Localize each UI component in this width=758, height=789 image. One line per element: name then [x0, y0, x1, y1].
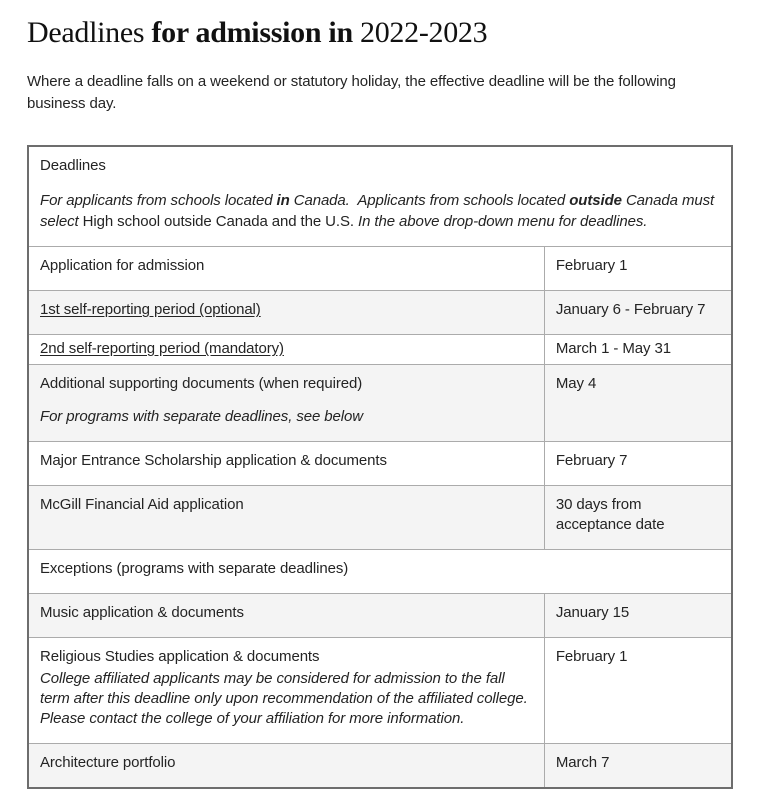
deadlines-table [27, 145, 733, 789]
note-seg-1: For applicants from schools located [40, 192, 277, 209]
row-date-cell [544, 247, 732, 291]
row-label: Application for admission [40, 257, 205, 274]
table-header-row [28, 146, 732, 247]
table-row [28, 247, 732, 291]
row-value: January 15 [555, 604, 630, 621]
row-item-cell [28, 594, 544, 638]
note-seg-3: Canada. Applicants from schools located [289, 192, 570, 209]
page-title [27, 16, 733, 49]
note-seg-outside: outside [569, 192, 622, 209]
row-value: May 4 [555, 375, 597, 392]
page-title-regular: Deadlines [27, 16, 152, 49]
section-cell [28, 550, 732, 594]
row-date-cell [544, 291, 732, 335]
table-row [28, 335, 732, 365]
table-row [28, 638, 732, 744]
page-title-bold: for admission in [151, 16, 361, 49]
row-value: March 7 [555, 754, 610, 771]
page-title-year: 2022-2023 [360, 16, 488, 49]
row-label: McGill Financial Aid application [40, 496, 244, 513]
table-section-row [28, 550, 732, 594]
row-item-cell [28, 744, 544, 789]
table-row [28, 291, 732, 335]
row-value: February 1 [555, 257, 628, 274]
row-value: February 1 [555, 648, 628, 665]
row-item-cell [28, 638, 544, 744]
row-date-cell [544, 442, 732, 486]
table-row [28, 486, 732, 550]
row-item-cell [28, 365, 544, 442]
section-label: Exceptions (programs with separate deadlines) [40, 560, 349, 577]
row-label: Architecture portfolio [40, 754, 176, 771]
row-date-cell [544, 365, 732, 442]
row-item-cell [28, 247, 544, 291]
table-header-note [40, 190, 719, 232]
row-note: For programs with separate deadlines, see below [40, 408, 363, 425]
row-item-cell [28, 442, 544, 486]
note-seg-in: in [276, 192, 290, 209]
note-seg-upright: High school outside Canada and the U.S. [82, 213, 359, 230]
row-date-cell [544, 744, 732, 789]
table-row [28, 594, 732, 638]
table-row [28, 744, 732, 789]
row-value: 30 days from acceptance date [555, 496, 665, 533]
row-label: Additional supporting documents (when required) [40, 375, 363, 392]
row-value: January 6 - February 7 [555, 301, 706, 318]
row-date-cell [544, 594, 732, 638]
row-date-cell [544, 486, 732, 550]
self-reporting-2-link[interactable]: 2nd self-reporting period (mandatory) [40, 340, 284, 357]
row-date-cell [544, 638, 732, 744]
row-label: Music application & documents [40, 604, 244, 621]
row-item-cell [28, 291, 544, 335]
row-item-cell [28, 486, 544, 550]
table-row [28, 442, 732, 486]
note-seg-5: Canada must select [40, 192, 715, 230]
row-date-cell [544, 335, 732, 365]
row-label: Major Entrance Scholarship application & documents [40, 452, 387, 469]
intro-paragraph: Where a deadline falls on a weekend or statutory holiday, the effective deadline will be the following business day. [27, 73, 676, 112]
row-value: March 1 - May 31 [555, 340, 671, 357]
self-reporting-1-link[interactable]: 1st self-reporting period (optional) [40, 301, 261, 318]
table-header-cell [28, 146, 732, 247]
row-note: College affiliated applicants may be considered for admission to the fall term after this deadline only upon recommendation of the affiliated college. Please contact the college of your affiliation for more information. [40, 670, 528, 727]
row-label: Religious Studies application & documents [40, 648, 320, 665]
row-value: February 7 [555, 452, 628, 469]
note-seg-7: In the above drop-down menu for deadlines. [358, 213, 648, 230]
row-item-cell [28, 335, 544, 365]
table-header-title: Deadlines [40, 157, 106, 174]
table-row [28, 365, 732, 442]
